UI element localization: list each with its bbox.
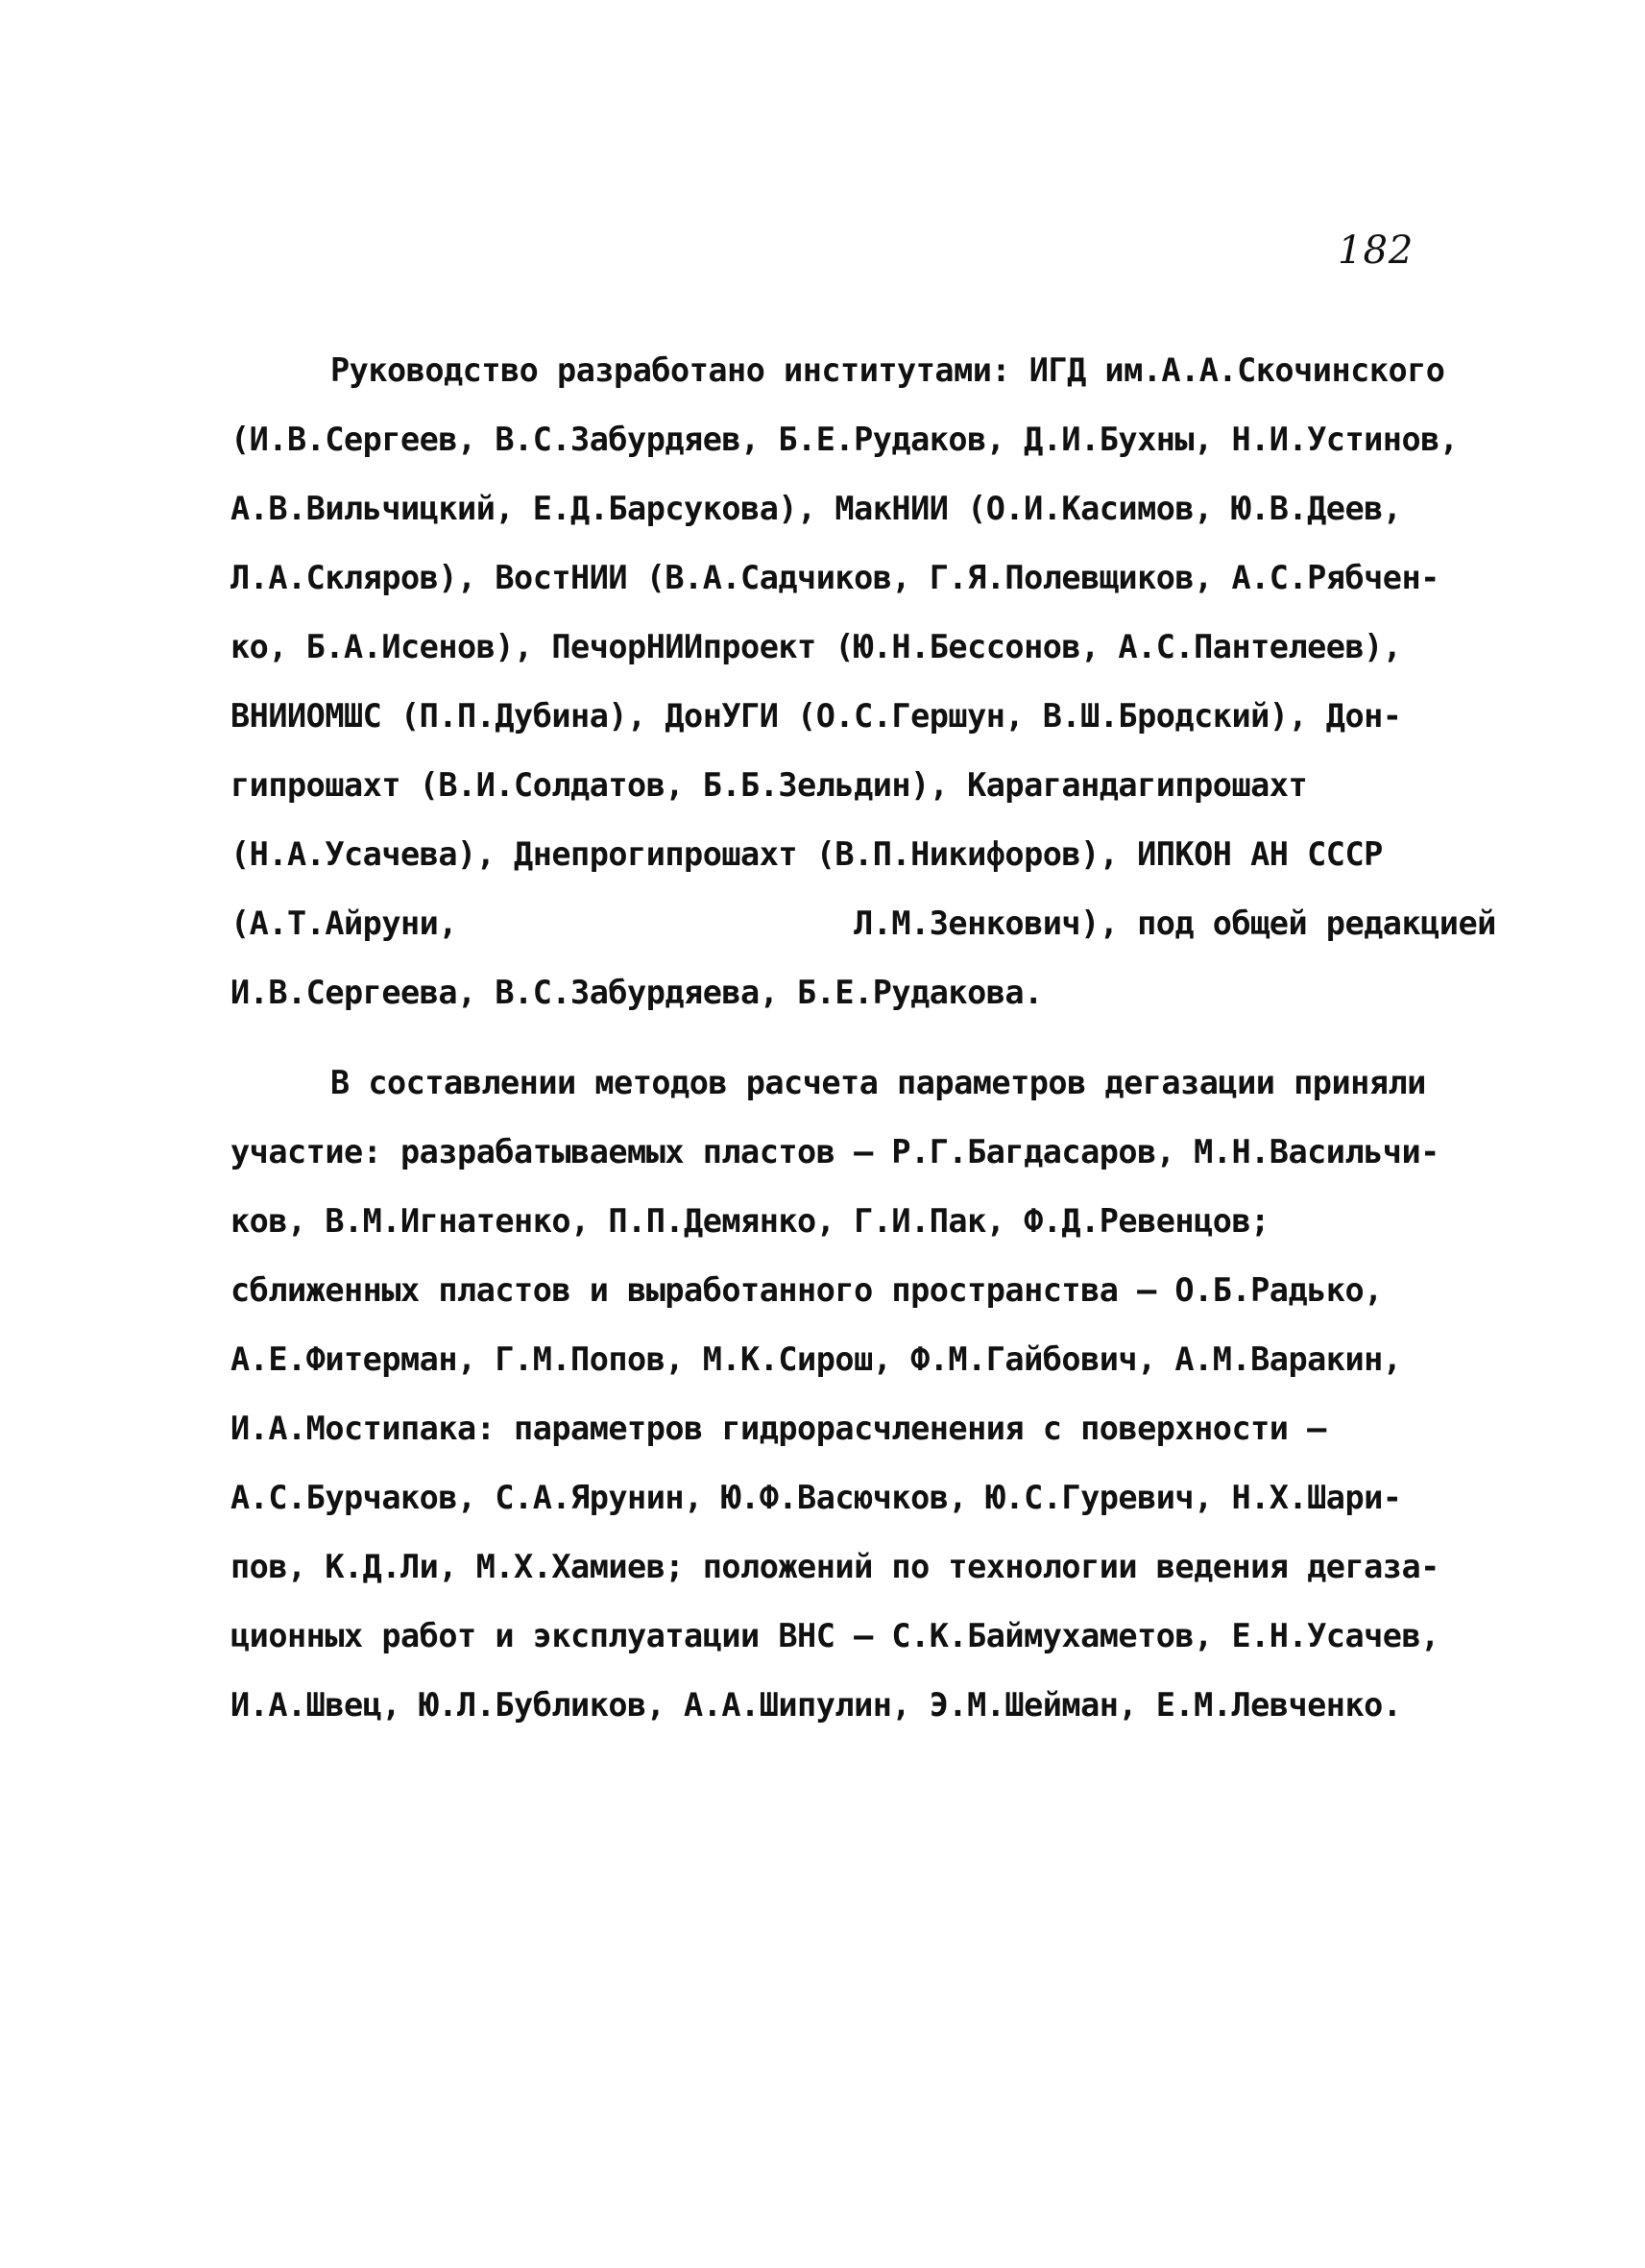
text-line: (Н.А.Усачева), Днепрогипрошахт (В.П.Никифоров), ИПКОН АН СССР — [230, 835, 1383, 873]
text-line: пов, К.Д.Ли, М.Х.Хамиев; положений по технологии ведения дегаза- — [230, 1548, 1439, 1585]
text-line: (И.В.Сергеев, В.С.Забурдяев, Б.Е.Рудаков, Д.И.Бухны, Н.И.Устинов, — [230, 421, 1459, 458]
text-line: (А.Т.Айруни, Л.М.Зенкович), под общей редакцией — [230, 905, 1496, 942]
paragraph-authors — [230, 336, 1496, 1027]
text-line: И.А.Швец, Ю.Л.Бубликов, А.А.Шипулин, Э.М.Шейман, Е.М.Левченко. — [230, 1686, 1402, 1724]
paragraph-contributors — [230, 1049, 1440, 1740]
page-number: 182 — [1338, 229, 1415, 273]
text-line: ко, Б.А.Исенов), ПечорНИИпроект (Ю.Н.Бессонов, А.С.Пантелеев), — [230, 628, 1402, 665]
text-line: А.С.Бурчаков, С.А.Ярунин, Ю.Ф.Васючков, Ю.С.Гуревич, Н.Х.Шари- — [230, 1479, 1402, 1516]
text-line: гипрошахт (В.И.Солдатов, Б.Б.Зельдин), Карагандагипрошахт — [230, 766, 1308, 804]
text-line: А.В.Вильчицкий, Е.Д.Барсукова), МакНИИ (О.И.Касимов, Ю.В.Деев, — [230, 490, 1402, 527]
text-line: ков, В.М.Игнатенко, П.П.Демянко, Г.И.Пак, Ф.Д.Ревенцов; — [230, 1202, 1270, 1240]
paragraph-spacer — [230, 1027, 1440, 1049]
text-line: ВНИИОМШС (П.П.Дубина), ДонУГИ (О.С.Гершун, В.Ш.Бродский), Дон- — [230, 697, 1402, 735]
text-line: В составлении методов расчета параметров дегазации приняли — [330, 1064, 1426, 1101]
document-body — [230, 336, 1496, 1740]
text-line: участие: разрабатываемых пластов – Р.Г.Багдасаров, М.Н.Васильчи- — [230, 1133, 1439, 1170]
text-line: Руководство разработано институтами: ИГД им.А.А.Скочинского — [330, 351, 1445, 389]
text-line: сближенных пластов и выработанного пространства – О.Б.Радько, — [230, 1271, 1383, 1309]
text-line: И.А.Мостипака: параметров гидрорасчленения с поверхности – — [230, 1410, 1326, 1447]
text-line: И.В.Сергеева, В.С.Забурдяева, Б.Е.Рудакова. — [230, 974, 1043, 1011]
text-line: А.Е.Фитерман, Г.М.Попов, М.К.Сирош, Ф.М.Гайбович, А.М.Варакин, — [230, 1340, 1402, 1378]
text-line: ционных работ и эксплуатации ВНС – С.К.Баймухаметов, Е.Н.Усачев, — [230, 1617, 1439, 1654]
text-line: Л.А.Скляров), ВостНИИ (В.А.Садчиков, Г.Я.Полевщиков, А.С.Рябчен- — [230, 559, 1439, 596]
